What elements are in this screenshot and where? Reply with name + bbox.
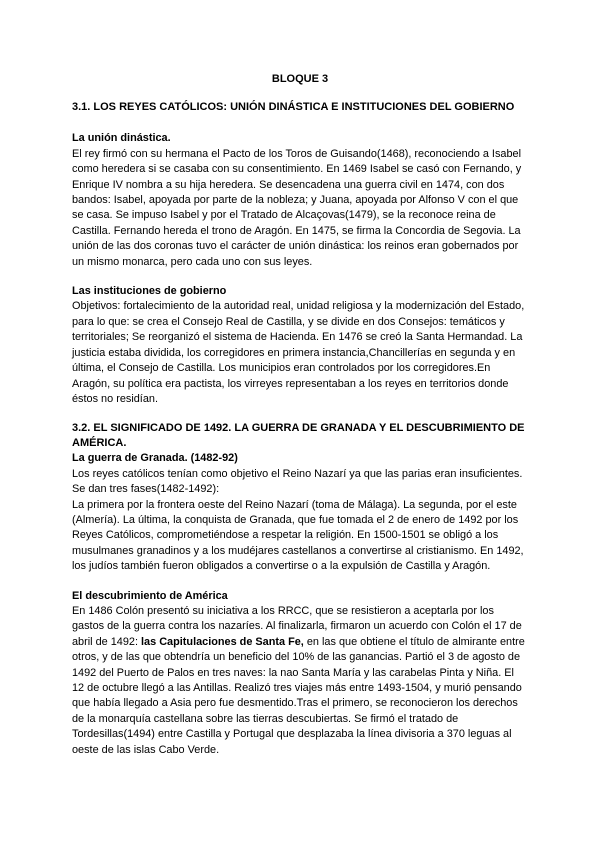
instituciones-text: Objetivos: fortalecimiento de la autoridad real, unidad religiosa y la modernización del Estado, para lo que: se crea el Consejo Real de Castilla, y se divide en dos Consejos: temáticos y territoriales; Se reorganizó el sistema de Hacienda. En 1476 se creó la Santa Hermandad. La justicia estaba dividida, los corregidores en primera instancia,Chancillerías en segunda y en última, el Consejo de Castilla. Los municipios eran controlados por los corregidores.En Aragón, su política era pactista, los virreyes representaban a los reyes en territorios donde éstos no residían.	[72, 300, 525, 405]
descubrimiento-text-part-2: en las que obtiene el título de almirante entre otros, y de las que obtendría un beneficio del 10% de las ganancias. Partió el 3 de agosto de 1492 del Puerto de Palos en tres naves: la nao Santa María y las carabelas Pinta y Niña. El 12 de octubre llegó a las Antillas. Realizó tres viajes más entre 1493-1504, y murió pensando que había llegado a Asia pero fue desmentido.Tras el primero, se reconocieron los derechos de la monarquía castellana sobre las tierras descubiertas. Se firmó el tratado de Tordesillas(1494) entre Castilla y Portugal que desplazaba la línea divisoria a 370 leguas al oeste de las islas Cabo Verde.	[72, 635, 525, 756]
union-dinastica-title: La unión dinástica.	[72, 132, 171, 145]
descubrimiento-text-part-1: En 1486 Colón presentó su iniciativa a los RRCC, que se resistieron a aceptarla por los gastos de la guerra contra los nazaríes. Al finalizarla, firmaron un acuerdo con Colón el 17 de abril de 1492:	[72, 604, 522, 648]
union-dinastica-text: El rey firmó con su hermana el Pacto de los Toros de Guisando(1468), reconociendo a Isabel como heredera si se casaba con su consentimiento. En 1469 Isabel se casó con Fernando, y Enrique IV nombra a su hija heredera. Se desencadena una guerra civil en 1474, con dos bandos: Isabel, apoyada por parte de la nobleza; y Juana, apoyada por Alfonso V con el que se casa. Se impuso Isabel y por el Tratado de Alcaçovas(1479), se la reconoce reina de Castilla. Fernando hereda el trono de Aragón. En 1475, se firma la Concordia de Segovia. La unión de las dos coronas tuvo el carácter de unión dinástica: los reinos eran gobernados por un mismo monarca, pero cada uno con sus leyes.	[72, 147, 522, 268]
guerra-granada-text-1: Los reyes católicos tenían como objetivo el Reino Nazarí ya que las parias eran insuficientes. Se dan tres fases(1482-1492):	[72, 467, 523, 496]
section-2-title: 3.2. EL SIGNIFICADO DE 1492. LA GUERRA DE GRANADA Y EL DESCUBRIMIENTO DE AMÉRICA.	[72, 422, 525, 450]
spacer	[72, 407, 528, 421]
document-page	[72, 72, 528, 758]
spacer	[72, 270, 528, 284]
spacer	[72, 115, 528, 131]
section-1-title: 3.1. LOS REYES CATÓLICOS: UNIÓN DINÁSTICA E INSTITUCIONES DEL GOBIERNO	[72, 101, 515, 114]
guerra-granada-title: La guerra de Granada. (1482-92)	[72, 452, 238, 465]
descubrimiento-text	[72, 604, 528, 758]
guerra-granada-text-2: La primera por la frontera oeste del Reino Nazarí (toma de Málaga). La segunda, por el este (Almería). La última, la conquista de Granada, que fue tomada el 2 de enero de 1492 por los Reyes Católicos, comprometiéndose a respetar la religión. En 1500-1501 se obligó a los musulmanes granadinos y a los mudéjares castellanos a convertirse al cristianismo. En 1492, los judíos también fueron obligados a convertirse o a la expulsión de Castilla y Aragón.	[72, 498, 524, 573]
capitulaciones-bold: las Capitulaciones de Santa Fe,	[141, 635, 304, 648]
descubrimiento-title: El descubrimiento de América	[72, 589, 228, 602]
document-heading: BLOQUE 3	[271, 73, 329, 85]
spacer	[72, 575, 528, 589]
instituciones-title: Las instituciones de gobierno	[72, 285, 227, 298]
